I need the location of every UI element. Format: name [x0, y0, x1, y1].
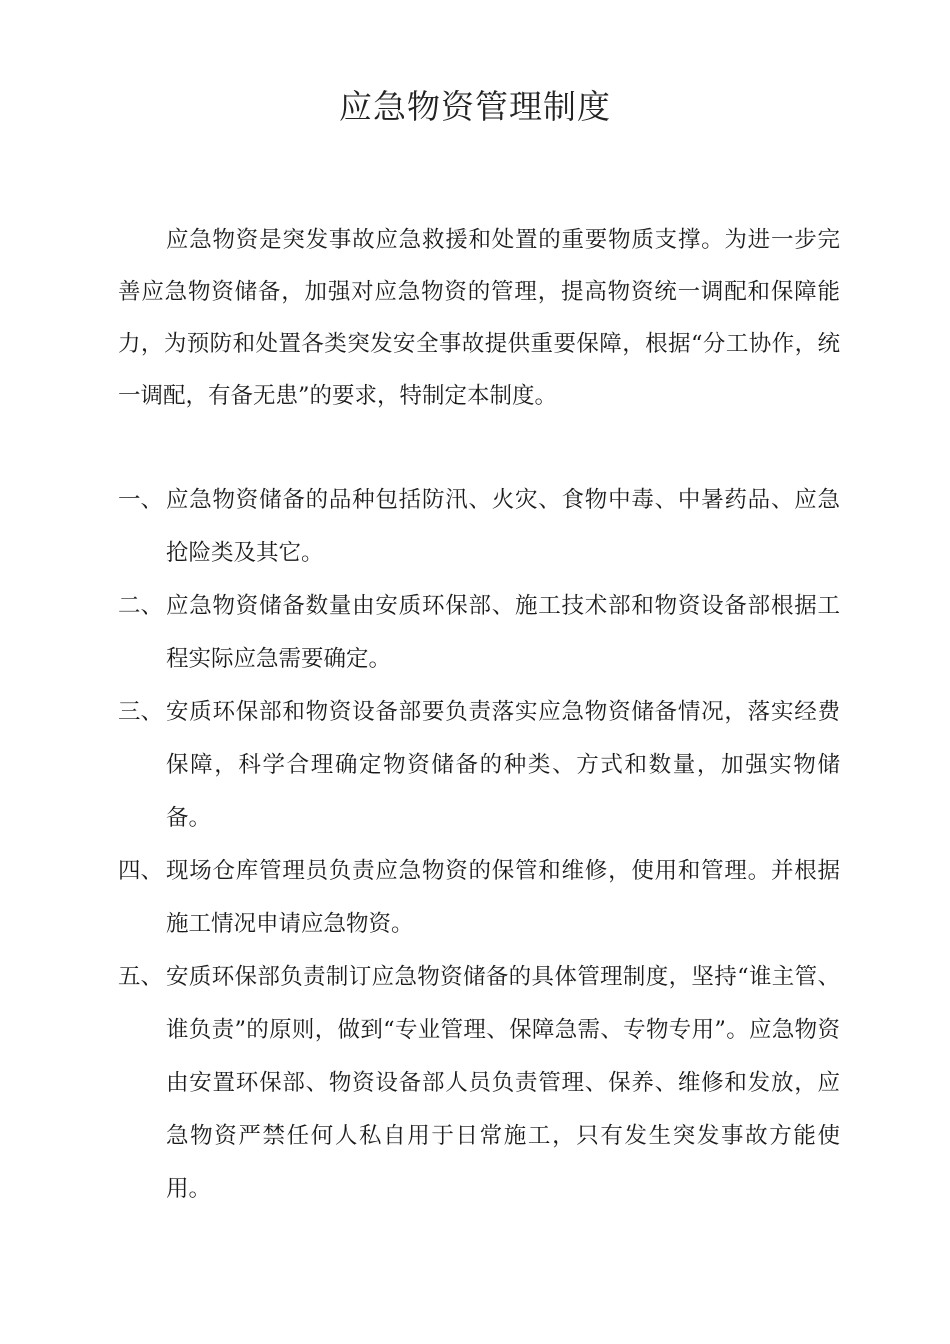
list-item-marker: 三、 — [118, 699, 164, 725]
list-item — [118, 474, 840, 580]
list-item-text: 应急物资储备数量由安质环保部、施工技术部和物资设备部根据工程实际应急需要确定。 — [166, 593, 840, 672]
list-item — [118, 951, 840, 1216]
intro-paragraph: 应急物资是突发事故应急救援和处置的重要物质支撑。为进一步完善应急物资储备，加强对应急物资的管理，提高物资统一调配和保障能力，为预防和处置各类突发安全事故提供重要保障，根据“分工协作，统一调配，有备无患”的要求，特制定本制度。 — [118, 227, 840, 409]
list-item-text: 现场仓库管理员负责应急物资的保管和维修，使用和管理。并根据施工情况申请应急物资。 — [166, 858, 840, 937]
list-item — [118, 845, 840, 951]
list-item-marker: 五、 — [118, 964, 164, 990]
document-title: 应急物资管理制度 — [339, 87, 611, 126]
list-item — [118, 686, 840, 845]
regulation-list — [118, 474, 840, 1216]
list-item-text: 安质环保部负责制订应急物资储备的具体管理制度，坚持“谁主管、谁负责”的原则，做到“专业管理、保障急需、专物专用”。应急物资由安置环保部、物资设备部人员负责管理、保养、维修和发放，应急物资严禁任何人私自用于日常施工，只有发生突发事故方能使用。 — [166, 964, 840, 1202]
list-item-marker: 二、 — [118, 593, 164, 619]
list-item-marker: 一、 — [118, 487, 164, 513]
list-item — [118, 580, 840, 686]
list-item-text: 应急物资储备的品种包括防汛、火灾、食物中毒、中暑药品、应急抢险类及其它。 — [166, 487, 840, 566]
list-item-text: 安质环保部和物资设备部要负责落实应急物资储备情况，落实经费保障，科学合理确定物资储备的种类、方式和数量，加强实物储备。 — [166, 699, 840, 831]
list-item-marker: 四、 — [118, 858, 164, 884]
